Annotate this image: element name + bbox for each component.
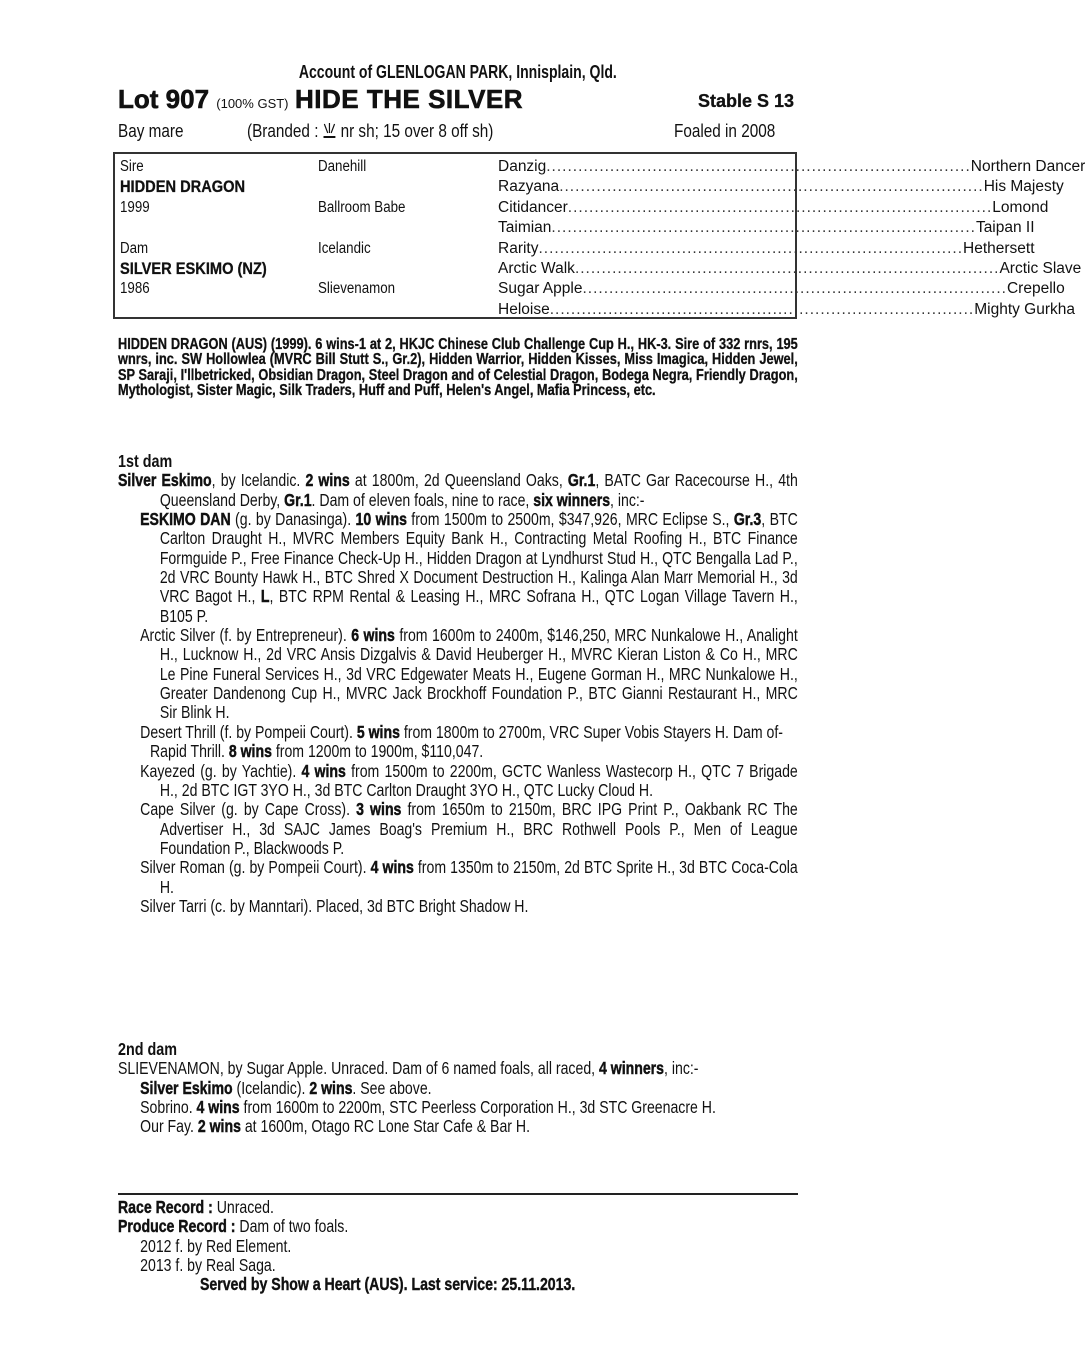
ancestor-name: Rarity — [498, 239, 539, 257]
emphasis-text: Gr.1 — [567, 470, 596, 491]
race-record-value: Unraced. — [212, 1197, 274, 1217]
produce-foal: 2013 f. by Real Saga. — [140, 1255, 276, 1276]
branded-suffix: nr sh; 15 over 8 off sh) — [340, 121, 494, 141]
emphasis-text: 10 wins — [355, 509, 407, 530]
produce-record — [118, 1217, 798, 1236]
lot-label: Lot 907 — [118, 84, 210, 114]
ancestor-sire: Lomond — [992, 198, 1049, 216]
emphasis-text: 2 wins — [309, 1077, 353, 1098]
lot-header — [118, 84, 798, 116]
produce-foal: 2012 f. by Red Element. — [140, 1235, 292, 1256]
ancestor-sire: Northern Dancer — [970, 158, 1085, 175]
first-dam-heading: 1st dam — [118, 451, 173, 471]
progeny-entry — [118, 1117, 798, 1136]
pedigree-ancestor-row — [498, 157, 1085, 177]
dot-leader: ................................................................................ — [582, 280, 1007, 298]
sire-summary: HIDDEN DRAGON (AUS) (1999). 6 wins-1 at 2, HKJC Chinese Club Challenge Cup H., HK-3. Sire of 332 rnrs, 195 wnrs, inc. SW Hollowlea (MVRC Bill Stutt S., Gr.2), Hidden Warrior, Hidden Kisses, Miss Imagica, Hidden Jewel, SP Saraji, I'llbetricked, Obsidian Dragon, Steel Dragon and of Celestial Dragon, Bodega Negra, Friendly Dragon, Mythologist, Sister Magic, Silk Traders, Huff and Puff, Helen's Angel, Mafia Princess, etc. — [118, 336, 798, 400]
ancestor-sire: Mighty Gurkha — [974, 300, 1076, 318]
race-record — [118, 1198, 798, 1217]
ancestor-sire: Arctic Slave — [999, 260, 1082, 277]
service-note: Served by Show a Heart (AUS). Last service: 25.11.2013. — [200, 1274, 576, 1295]
emphasis-text: 3 wins — [356, 799, 402, 820]
entry-text: from 1600m to 2400m, $146,250, MRC Nunkalowe H., Analight H., Lucknow H., 2d VRC Ansis Dizgalvis & David Heuberger H., MVRC Kieran Liston & Co H., MRC Le Pine Funeral Services H., 3d VRC Edgewater Meats H., Eugene Gorman H., MRC Nunkalowe H., Greater Dandenong Cup H., MVRC Jack Brockhoff Foundation P., BTC Gianni Restaurant H., MRC Sir Blink H. — [159, 625, 798, 723]
pedigree-text: 1999 — [120, 198, 150, 216]
emphasis-text: 8 wins — [228, 741, 272, 762]
pedigree-grandsire-cell — [318, 157, 374, 177]
pedigree-ancestor-row — [498, 239, 1035, 259]
progeny-entry — [118, 1098, 798, 1117]
emphasis-text: Gr.1 — [284, 489, 312, 510]
entry-text: at 1600m, Otago RC Lone Star Cafe & Bar H. — [240, 1116, 530, 1137]
records-section — [118, 1198, 798, 1295]
pedigree-text: SILVER ESKIMO (NZ) — [120, 259, 267, 278]
pedigree-col1-cell — [120, 259, 291, 279]
ancestor-name: Taimian — [498, 219, 552, 237]
brand-mark-icon — [323, 121, 337, 141]
progeny-entry — [118, 762, 798, 801]
progeny-entry — [118, 626, 798, 723]
pedigree-col1-cell — [120, 239, 153, 259]
ancestor-name: Arctic Walk — [498, 260, 575, 277]
pedigree-col1-cell — [120, 177, 265, 197]
ancestor-name: Razyana — [498, 178, 560, 196]
pedigree-ancestor-row — [498, 198, 1049, 218]
progeny-entry — [118, 471, 798, 510]
pedigree-col1-cell — [120, 279, 154, 299]
pedigree-ancestor-row — [498, 218, 1035, 238]
entry-text: , by Icelandic. — [211, 470, 306, 491]
progeny-entry — [118, 858, 798, 897]
emphasis-text: L — [260, 586, 270, 607]
pedigree-grandsire-cell — [318, 198, 420, 218]
progeny-entry — [118, 510, 798, 626]
dot-leader: ................................................................................ — [538, 239, 963, 257]
entry-text: (g. by Danasinga). — [230, 509, 356, 530]
entry-text: Rapid Thrill. — [149, 741, 229, 762]
second-dam-heading: 2nd dam — [118, 1039, 178, 1059]
emphasis-text: Silver Eskimo — [140, 1077, 233, 1098]
pedigree-text: Sire — [120, 158, 144, 175]
progeny-entry — [118, 723, 798, 742]
produce-record-value: Dam of two foals. — [235, 1216, 349, 1237]
lot-number — [118, 84, 289, 115]
emphasis-text: 4 wins — [301, 760, 346, 781]
ancestor-sire: Taipan II — [975, 219, 1035, 237]
entry-text: SLIEVENAMON, by Sugar Apple. Unraced. Dam of 6 named foals, all raced, — [118, 1058, 599, 1079]
entry-text: at 1800m, 2d Queensland Oaks, — [349, 470, 568, 491]
entry-text: from 1500m to 2500m, $347,926, MRC Eclipse S., — [406, 509, 734, 530]
produce-record-label: Produce Record : — [118, 1216, 236, 1237]
second-dam-section — [118, 1040, 798, 1137]
entry-text: Our Fay. — [140, 1116, 198, 1137]
ancestor-name: Sugar Apple — [498, 280, 583, 298]
pedigree-grandsire-cell — [318, 279, 408, 299]
progeny-entry — [118, 897, 798, 916]
dot-leader: ................................................................................ — [546, 158, 971, 175]
emphasis-text: Gr.3 — [733, 509, 762, 530]
horse-details — [118, 121, 798, 143]
ancestor-name: Citidancer — [498, 198, 568, 216]
dot-leader: ................................................................................ — [559, 178, 984, 196]
pedigree-text: HIDDEN DRAGON — [120, 177, 246, 197]
pedigree-grandsire-cell — [318, 239, 379, 259]
ancestor-sire: Crepello — [1006, 280, 1065, 298]
gst-note: (100% GST) — [216, 96, 289, 111]
entry-text: Desert Thrill (f. by Pompeii Court). — [140, 721, 357, 742]
entry-text: from 1600m to 2200m, STC Peerless Corporation H., 3d STC Greenacre H. — [239, 1097, 716, 1118]
account-text: Account of GLENLOGAN PARK, Innisplain, Qld. — [299, 62, 617, 82]
emphasis-text: 6 wins — [351, 625, 395, 646]
progeny-entry — [118, 800, 798, 858]
entry-text: , BTC Carlton Draught H., MVRC Members Equity Bank H., Contracting Metal Roofing H., BTC Finance Formguide P., Free Finance Check-Up H., Hidden Dragon at Lyndhurst Stud H., QTC Bengalla Lad P., 2d VRC Bounty Hawk H., BTC Shred X Document Destruction H., Kalinga Alan Marr Memorial H., 3d VRC Bagot H., — [159, 509, 798, 607]
horse-description: Bay mare — [118, 121, 184, 141]
progeny-entry — [118, 1059, 798, 1078]
branded-prefix: (Branded : — [247, 121, 319, 141]
pedigree-ancestor-row — [498, 177, 1064, 197]
entry-text: from 1350m to 2150m, 2d BTC Sprite H., 3d BTC Coca-Cola H. — [159, 857, 798, 897]
entry-text: from 1500m to 2200m, GCTC Wanless Wastecorp H., QTC 7 Brigade H., 2d BTC IGT 3YO H., 3d BTC Carlton Draught 3YO H., QTC Lucky Cloud H. — [159, 760, 798, 800]
horse-name: HIDE THE SILVER — [295, 84, 524, 114]
emphasis-text: 5 wins — [356, 721, 400, 742]
dot-leader: ................................................................................ — [567, 198, 993, 216]
dot-leader: ................................................................................ — [549, 300, 975, 318]
ancestor-sire: Hethersett — [963, 239, 1035, 257]
ancestor-sire: His Majesty — [983, 178, 1064, 196]
dot-leader: ................................................................................ — [574, 260, 1000, 277]
entry-text: from 1650m to 2150m, BRC IPG Print P., Oakbank RC The Advertiser H., 3d SAJC James Boag's Premium H., BRC Rothwell Pools P., Men of League Foundation P., Blackwoods P. — [159, 799, 798, 858]
progeny-entry — [118, 742, 798, 761]
stable-number: Stable S 13 — [697, 91, 794, 111]
entry-text: Sobrino. — [140, 1097, 197, 1118]
pedigree-ancestor-row — [498, 300, 1076, 320]
entry-text: from 1800m to 2700m, VRC Super Vobis Stayers H. Dam of- — [399, 721, 783, 742]
entry-text: , inc:- — [664, 1058, 699, 1079]
foaled-year: Foaled in 2008 — [674, 121, 776, 141]
vendor-account — [118, 62, 798, 83]
emphasis-text: Silver Eskimo — [118, 470, 212, 491]
emphasis-text: 4 winners — [598, 1058, 665, 1079]
dot-leader: ................................................................................ — [551, 219, 976, 237]
pedigree-ancestor-row — [498, 259, 1082, 279]
progeny-entry — [118, 1079, 798, 1098]
ancestor-name: Danzig — [498, 158, 547, 175]
pedigree-text: 1986 — [120, 280, 150, 298]
entry-text: Silver Tarri (c. by Manntari). Placed, 3d BTC Bright Shadow H. — [140, 895, 529, 916]
entry-text: Cape Silver (g. by Cape Cross). — [140, 799, 357, 820]
emphasis-text: 4 wins — [370, 857, 414, 878]
pedigree-text: Danehill — [318, 158, 367, 175]
pedigree-text: Icelandic — [318, 239, 371, 257]
pedigree-col1-cell — [120, 198, 154, 218]
entry-text: Kayezed (g. by Yachtie). — [140, 760, 302, 781]
first-dam-section — [118, 452, 798, 916]
emphasis-text: 4 wins — [196, 1097, 240, 1118]
pedigree-ancestor-row — [498, 279, 1065, 299]
pedigree-col1-cell — [120, 157, 148, 177]
entry-text: . See above. — [352, 1077, 432, 1098]
emphasis-text: six winners — [533, 489, 611, 510]
entry-text: , BATC Gar Racecourse H., 4th Queensland Derby, — [159, 470, 798, 510]
pedigree-text: Dam — [120, 239, 149, 257]
emphasis-text: 2 wins — [305, 470, 350, 491]
entry-text: (Icelandic). — [232, 1077, 310, 1098]
entry-text: Silver Roman (g. by Pompeii Court). — [140, 857, 371, 878]
entry-text: Arctic Silver (f. by Entrepreneur). — [140, 625, 352, 646]
entry-text: . Dam of eleven foals, nine to race, — [311, 489, 534, 510]
pedigree-text: Ballroom Babe — [318, 198, 406, 216]
pedigree-table — [113, 152, 1085, 319]
race-record-label: Race Record : — [118, 1197, 213, 1217]
brand-info — [247, 121, 493, 142]
emphasis-text: 2 wins — [197, 1116, 241, 1137]
emphasis-text: ESKIMO DAN — [140, 509, 231, 530]
entry-text: from 1200m to 1900m, $110,047. — [271, 741, 484, 762]
ancestor-name: Heloise — [498, 300, 550, 318]
section-divider — [118, 1193, 798, 1195]
entry-text: , BTC RPM Rental & Leasing H., MRC Sofrana H., QTC Logan Village Tavern H., B105 P. — [159, 586, 798, 626]
entry-text: , inc:- — [610, 489, 645, 510]
pedigree-text: Slievenamon — [318, 280, 396, 298]
